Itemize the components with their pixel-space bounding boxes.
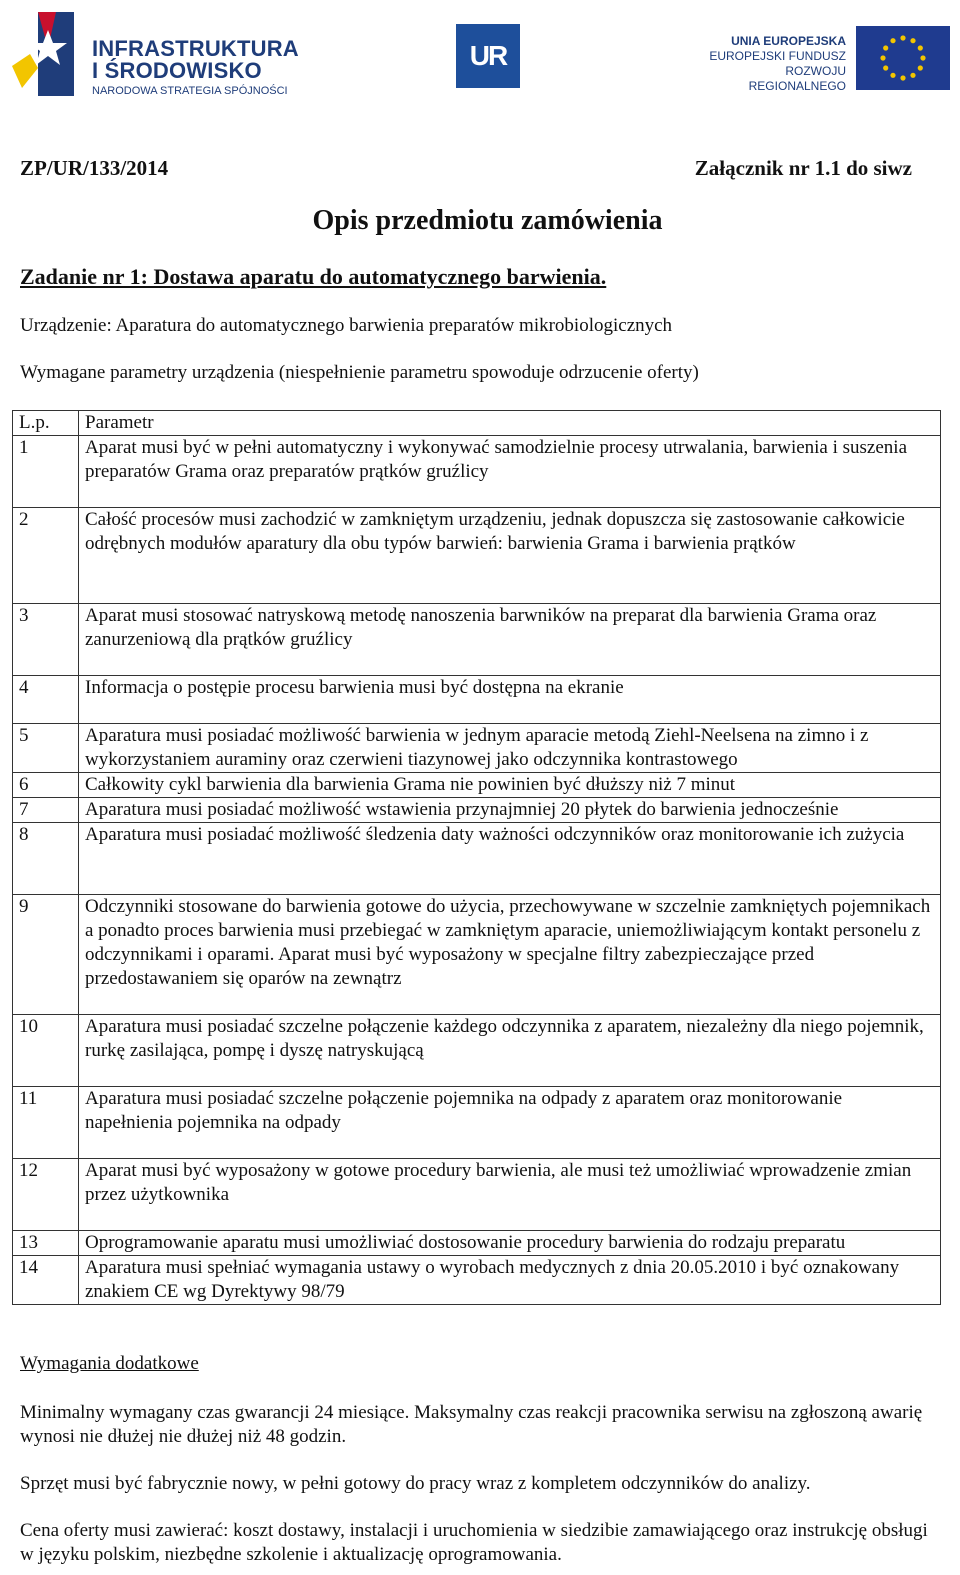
logo-line-3: NARODOWA STRATEGIA SPÓJNOŚCI xyxy=(92,85,288,97)
table-header-row xyxy=(13,411,941,436)
eu-star-icon xyxy=(910,73,915,78)
eu-star-icon xyxy=(890,38,895,43)
row-number: 6 xyxy=(13,773,79,798)
row-parameter: Oprogramowanie aparatu musi umożliwiać dostosowanie procedury barwienia do rodzaju preparatu xyxy=(79,1231,941,1256)
table-row xyxy=(13,508,941,604)
table-row xyxy=(13,1015,941,1087)
device-description: Urządzenie: Aparatura do automatycznego barwienia preparatów mikrobiologicznych xyxy=(20,315,673,336)
row-parameter: Całkowity cykl barwienia dla barwienia Grama nie powinien być dłuższy niż 7 minut xyxy=(79,773,941,798)
table-row xyxy=(13,823,941,895)
table-row xyxy=(13,1087,941,1159)
eu-star-icon xyxy=(883,65,888,70)
row-parameter: Informacja o postępie procesu barwienia musi być dostępna na ekranie xyxy=(79,676,941,724)
annex-label: Załącznik nr 1.1 do siwz xyxy=(694,156,912,180)
row-number: 3 xyxy=(13,604,79,676)
row-number: 12 xyxy=(13,1159,79,1231)
row-parameter: Odczynniki stosowane do barwienia gotowe do użycia, przechowywane w szczelnie zamkniętych pojemnikach a ponadto proces barwienia musi przebiegać w zamkniętym aparacie, uniemożliwiającym kontakt personelu z odczynnikami i oparami. Aparat musi być wyposażony w specjalne filtry zabezpieczające przed przedostawaniem się oparów na zewnątrz xyxy=(79,895,941,1015)
row-parameter: Aparatura musi posiadać możliwość barwienia w jednym aparacie metodą Ziehl-Neelsena na zimno i z wykorzystaniem auraminy oraz czerwieni tiazynowej jako odczynnika kontrastowego xyxy=(79,724,941,773)
table-row xyxy=(13,1231,941,1256)
header-cell-parameter: Parametr xyxy=(79,411,941,436)
table-row xyxy=(13,1256,941,1305)
row-parameter: Aparatura musi posiadać szczelne połączenie każdego odczynnika z aparatem, niezależny dla niego pojemnik, rurkę zasilająca, pompę i dyszę natryskującą xyxy=(79,1015,941,1087)
row-number: 10 xyxy=(13,1015,79,1087)
infrastruktura-srodowisko-logo xyxy=(8,8,298,100)
table-row xyxy=(13,676,941,724)
eu-star-icon xyxy=(880,55,885,60)
logo-line-2: I ŚRODOWISKO xyxy=(92,58,262,83)
eu-star-icon xyxy=(900,35,905,40)
eu-fund-text xyxy=(686,34,846,94)
additional-requirements-heading: Wymagania dodatkowe xyxy=(20,1353,199,1374)
equipment-paragraph: Sprzęt musi być fabrycznie nowy, w pełni gotowy do pracy wraz z kompletem odczynników do analizy. xyxy=(20,1473,811,1494)
row-parameter: Aparatura musi posiadać szczelne połączenie pojemnika na odpady z aparatem oraz monitorowanie napełnienia pojemnika na odpady xyxy=(79,1087,941,1159)
eu-star-icon xyxy=(883,45,888,50)
row-parameter: Aparat musi być w pełni automatyczny i wykonywać samodzielnie procesy utrwalania, barwienia i suszenia preparatów Grama oraz preparatów prątków gruźlicy xyxy=(79,436,941,508)
parameters-table xyxy=(12,410,941,1305)
document-title: Opis przedmiotu zamówienia xyxy=(312,205,663,236)
eu-line-1: UNIA EUROPEJSKA xyxy=(731,34,846,48)
row-number: 11 xyxy=(13,1087,79,1159)
row-number: 9 xyxy=(13,895,79,1015)
table-row xyxy=(13,604,941,676)
row-number: 8 xyxy=(13,823,79,895)
row-parameter: Całość procesów musi zachodzić w zamkniętym urządzeniu, jednak dopuszcza się zastosowanie całkowicie odrębnych modułów aparatury dla obu typów barwień: barwienia Grama i barwienia prątków xyxy=(79,508,941,604)
eu-star-icon xyxy=(890,73,895,78)
table-row xyxy=(13,773,941,798)
row-parameter: Aparat musi stosować natryskową metodę nanoszenia barwników na preparat dla barwienia Grama oraz zanurzeniową dla prątków gruźlicy xyxy=(79,604,941,676)
logo-line-1: INFRASTRUKTURA xyxy=(92,36,299,61)
table-row xyxy=(13,798,941,823)
task-heading: Zadanie nr 1: Dostawa aparatu do automatycznego barwienia. xyxy=(20,264,607,289)
eu-star-icon xyxy=(910,38,915,43)
row-number: 2 xyxy=(13,508,79,604)
ur-logo xyxy=(456,24,520,88)
eu-line-3: ROZWOJU REGIONALNEGO xyxy=(748,64,846,93)
eu-star-icon xyxy=(918,45,923,50)
star-logo-icon xyxy=(8,8,78,100)
row-parameter: Aparatura musi posiadać możliwość wstawienia przynajmniej 20 płytek do barwienia jednocześnie xyxy=(79,798,941,823)
header-cell-number: L.p. xyxy=(13,411,79,436)
eu-star-icon xyxy=(918,65,923,70)
row-number: 13 xyxy=(13,1231,79,1256)
ur-logo-text: UR xyxy=(469,40,507,71)
row-parameter: Aparat musi być wyposażony w gotowe procedury barwienia, ale musi też umożliwiać wprowadzenie zmian przez użytkownika xyxy=(79,1159,941,1231)
row-number: 5 xyxy=(13,724,79,773)
table-row xyxy=(13,1159,941,1231)
row-parameter: Aparatura musi spełniać wymagania ustawy o wyrobach medycznych z dnia 20.05.2010 i być oznakowany znakiem CE wg Dyrektywy 98/79 xyxy=(79,1256,941,1305)
table-row xyxy=(13,724,941,773)
eu-star-icon xyxy=(920,55,925,60)
page-header xyxy=(0,0,960,110)
row-number: 4 xyxy=(13,676,79,724)
warranty-paragraph: Minimalny wymagany czas gwarancji 24 miesiące. Maksymalny czas reakcji pracownika serwisu na zgłoszoną awarię wynosi nie dłużej nie dłużej niż 48 godzin. xyxy=(20,1402,923,1447)
eu-line-2: EUROPEJSKI FUNDUSZ xyxy=(709,49,846,63)
required-parameters-note: Wymagane parametry urządzenia (niespełnienie parametru spowoduje odrzucenie oferty) xyxy=(20,362,699,383)
row-number: 14 xyxy=(13,1256,79,1305)
row-parameter: Aparatura musi posiadać możliwość śledzenia daty ważności odczynników oraz monitorowanie ich zużycia xyxy=(79,823,941,895)
document-reference: ZP/UR/133/2014 xyxy=(20,156,169,180)
price-paragraph: Cena oferty musi zawierać: koszt dostawy, instalacji i uruchomienia w siedzibie zamawiającego oraz instrukcję obsługi w języku polskim, niezbędne szkolenie i aktualizację oprogramowania. xyxy=(20,1520,928,1565)
row-number: 7 xyxy=(13,798,79,823)
row-number: 1 xyxy=(13,436,79,508)
eu-star-icon xyxy=(900,75,905,80)
eu-flag-icon xyxy=(856,26,950,90)
table-row xyxy=(13,436,941,508)
table-row xyxy=(13,895,941,1015)
